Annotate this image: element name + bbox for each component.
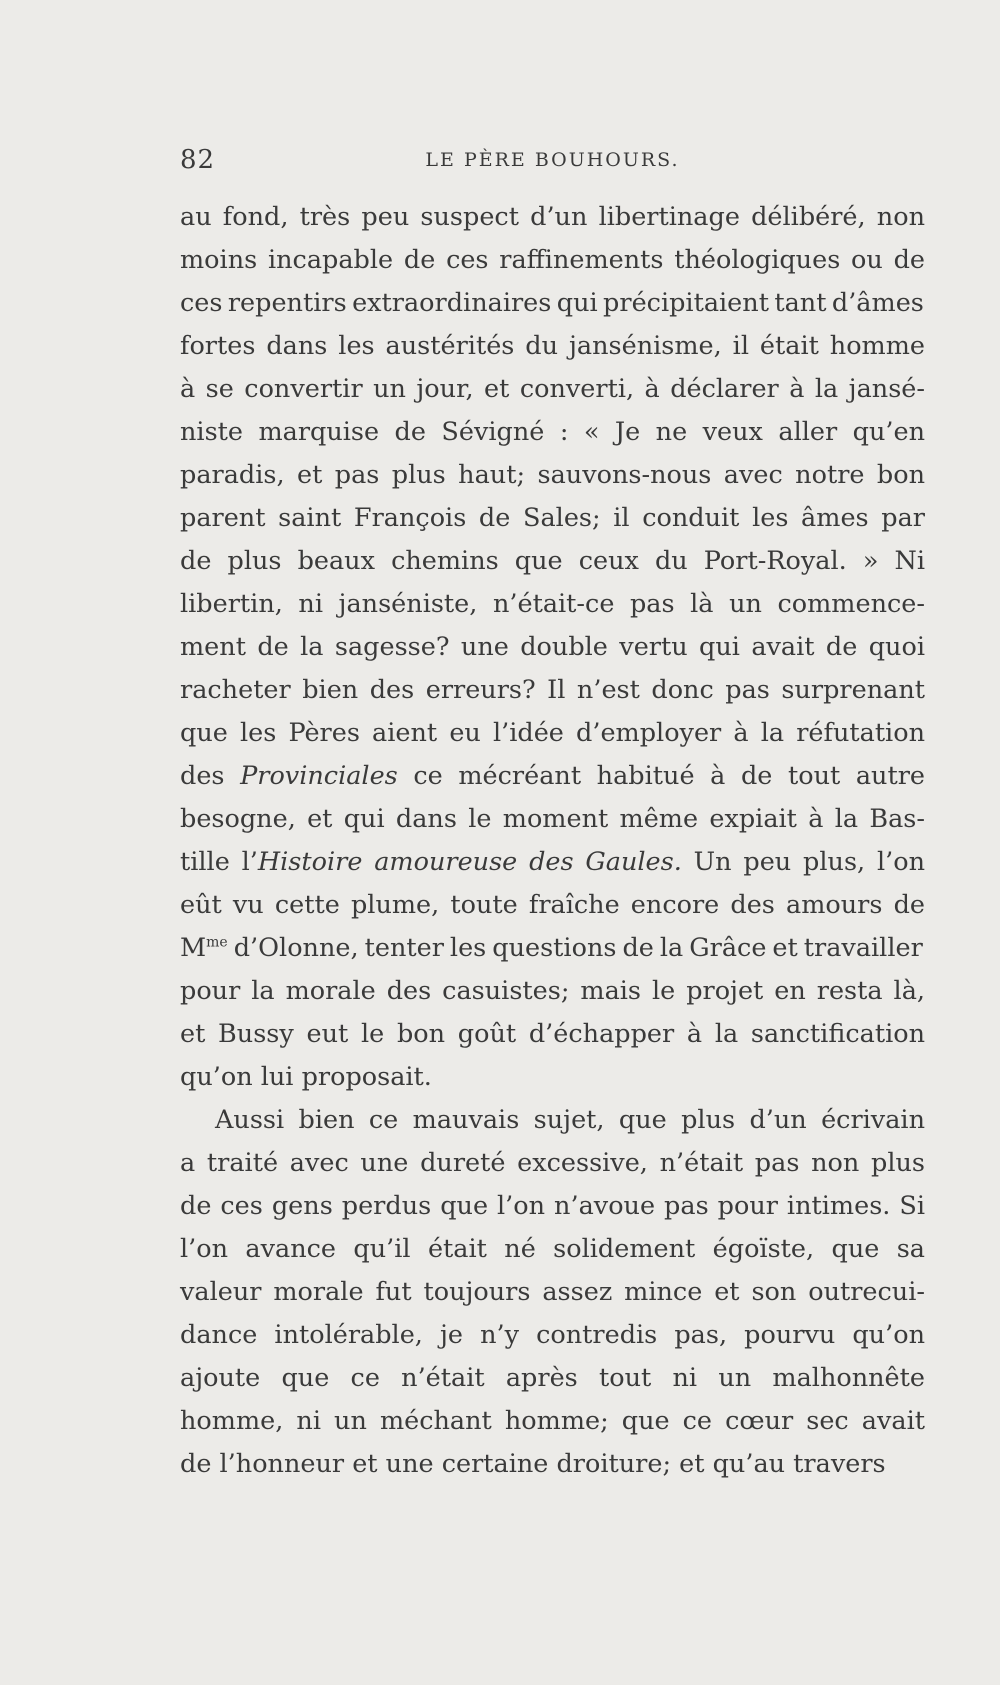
text-line <box>180 626 925 669</box>
text-line <box>180 712 925 755</box>
text-segment: racheter bien des erreurs? Il n’est donc pas surprenant <box>180 675 925 705</box>
superscript: me <box>206 934 228 951</box>
text-line <box>180 669 925 712</box>
text-segment: pour la morale des casuistes; mais le projet en resta là, <box>180 976 925 1006</box>
text-line <box>180 411 925 454</box>
text-segment: de plus beaux chemins que ceux du Port-Royal. » Ni <box>180 546 925 576</box>
text-segment: moins incapable de ces raffinements théologiques ou de <box>180 245 925 275</box>
text-segment: parent saint François de Sales; il conduit les âmes par <box>180 503 925 533</box>
text-segment: qu’on lui proposait. <box>180 1062 432 1092</box>
text-line <box>180 454 925 497</box>
text-segment: d’Olonne, tenter les questions de la Grâce et travailler <box>227 933 923 963</box>
text-line <box>180 325 925 368</box>
text-segment: que les Pères aient eu l’idée d’employer à la réfutation <box>180 718 925 748</box>
text-segment: ajoute que ce n’était après tout ni un malhonnête <box>180 1363 925 1393</box>
text-line <box>180 1142 925 1185</box>
text-segment: Un peu plus, l’on <box>681 847 925 877</box>
text-line <box>180 927 925 970</box>
text-segment: a traité avec une dureté excessive, n’était pas non plus <box>180 1148 925 1178</box>
text-segment: niste marquise de Sévigné : « Je ne veux aller qu’en <box>180 417 925 447</box>
text-segment: de l’honneur et une certaine droiture; et qu’au travers <box>180 1449 886 1479</box>
text-line <box>180 497 925 540</box>
text-segment: de ces gens perdus que l’on n’avoue pas pour intimes. Si <box>180 1191 925 1221</box>
text-line <box>180 970 925 1013</box>
text-segment: valeur morale fut toujours assez mince et son outrecui- <box>180 1277 925 1307</box>
text-line <box>180 1400 925 1443</box>
page-header <box>180 145 925 185</box>
text-line <box>180 798 925 841</box>
text-segment: au fond, très peu suspect d’un libertinage délibéré, non <box>180 202 925 232</box>
text-segment: et Bussy eut le bon goût d’échapper à la sanctification <box>180 1019 925 1049</box>
text-line <box>180 1314 925 1357</box>
italic-title: Provinciales <box>240 761 398 791</box>
body-text <box>180 196 925 1486</box>
text-line <box>180 1185 925 1228</box>
text-line <box>180 368 925 411</box>
text-line <box>180 196 925 239</box>
text-segment: M <box>180 933 207 963</box>
text-line <box>180 1443 925 1486</box>
text-line <box>180 1228 925 1271</box>
text-segment: tille l’ <box>180 847 258 877</box>
text-segment: paradis, et pas plus haut; sauvons-nous avec notre bon <box>180 460 925 490</box>
text-segment: Aussi bien ce mauvais sujet, que plus d’un écrivain <box>215 1105 925 1135</box>
text-segment: des <box>180 761 241 791</box>
text-segment: ment de la sagesse? une double vertu qui avait de quoi <box>180 632 925 662</box>
text-segment: ces repentirs extraordinaires qui précipitaient tant d’âmes <box>180 288 924 318</box>
page-number: 82 <box>180 145 216 175</box>
text-line <box>180 884 925 927</box>
text-segment: libertin, ni janséniste, n’était-ce pas là un commence- <box>180 589 925 619</box>
text-segment: besogne, et qui dans le moment même expiait à la Bas- <box>180 804 925 834</box>
text-line <box>180 282 925 325</box>
italic-title: Histoire amoureuse des Gaules. <box>257 847 682 877</box>
text-line <box>180 755 925 798</box>
text-segment: eût vu cette plume, toute fraîche encore des amours de <box>180 890 925 920</box>
text-segment: ce mécréant habitué à de tout autre <box>397 761 925 791</box>
text-segment: dance intolérable, je n’y contredis pas, pourvu qu’on <box>180 1320 925 1350</box>
text-line <box>180 1013 925 1056</box>
text-line <box>180 841 925 884</box>
text-line <box>180 1056 925 1099</box>
running-title: LE PÈRE BOUHOURS. <box>425 149 680 171</box>
text-line <box>180 1099 925 1142</box>
text-line <box>180 583 925 626</box>
text-line <box>180 540 925 583</box>
text-segment: l’on avance qu’il était né solidement égoïste, que sa <box>180 1234 925 1264</box>
text-segment: fortes dans les austérités du jansénisme, il était homme <box>180 331 925 361</box>
text-segment: homme, ni un méchant homme; que ce cœur sec avait <box>180 1406 925 1436</box>
text-segment: à se convertir un jour, et converti, à déclarer à la jansé- <box>180 374 925 404</box>
text-line <box>180 239 925 282</box>
text-line <box>180 1271 925 1314</box>
text-line <box>180 1357 925 1400</box>
